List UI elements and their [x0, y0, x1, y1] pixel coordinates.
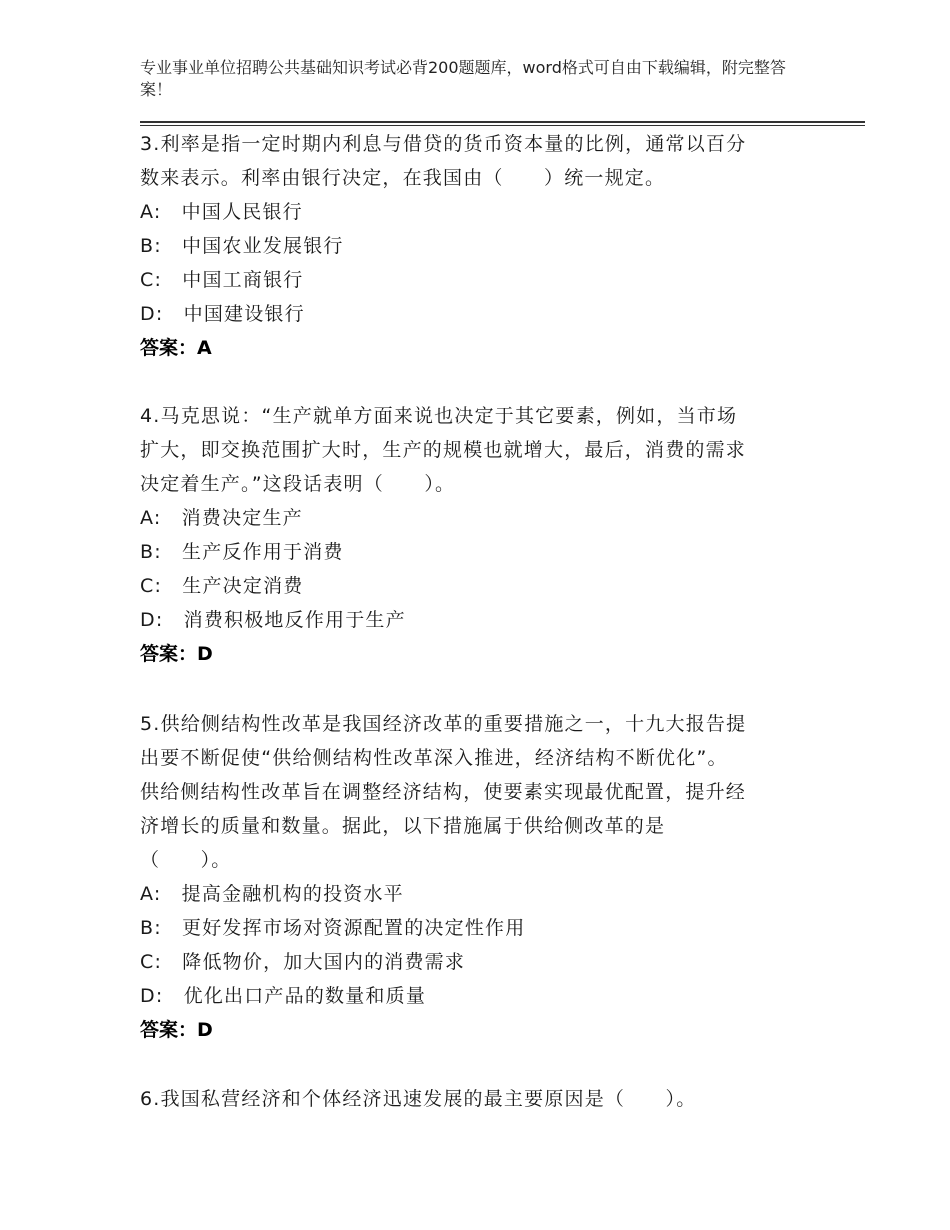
option-d: D: 消费积极地反作用于生产 — [140, 609, 406, 631]
option-b: B: 生产反作用于消费 — [140, 541, 344, 563]
header-divider — [140, 121, 865, 123]
option-d: D: 中国建设银行 — [140, 303, 305, 325]
question-stem: 4.马克思说：“生产就单方面来说也决定于其它要素，例如，当市场 扩大，即交换范围扩大时，生产的规模也就增大，最后，消费的需求 决定着生产。”这段话表明（ ）。 — [140, 405, 747, 495]
option-c: C: 降低物价，加大国内的消费需求 — [140, 951, 466, 973]
answer-line: 答案：D — [140, 1019, 213, 1041]
option-c: C: 生产决定消费 — [140, 575, 304, 597]
option-a: A: 消费决定生产 — [140, 507, 303, 529]
question-3 — [140, 127, 800, 365]
question-4 — [140, 399, 800, 671]
question-6 — [140, 1082, 800, 1116]
page-header: 专业事业单位招聘公共基础知识考试必背200题题库，word格式可自由下载编辑，附完整答案！ — [140, 58, 786, 99]
option-b: B: 更好发挥市场对资源配置的决定性作用 — [140, 917, 526, 939]
option-a: A: 提高金融机构的投资水平 — [140, 883, 404, 905]
answer-line: 答案：A — [140, 337, 212, 359]
question-5 — [140, 707, 800, 1047]
question-stem: 3.利率是指一定时期内利息与借贷的货币资本量的比例，通常以百分 数来表示。利率由银行决定，在我国由（ ）统一规定。 — [140, 133, 747, 189]
answer-line: 答案：D — [140, 643, 213, 665]
question-stem: 6.我国私营经济和个体经济迅速发展的最主要原因是（ ）。 — [140, 1088, 697, 1110]
option-a: A: 中国人民银行 — [140, 201, 303, 223]
option-d: D: 优化出口产品的数量和质量 — [140, 985, 427, 1007]
option-c: C: 中国工商银行 — [140, 269, 304, 291]
option-b: B: 中国农业发展银行 — [140, 235, 344, 257]
question-stem: 5.供给侧结构性改革是我国经济改革的重要措施之一，十九大报告提 出要不断促使“供给侧结构性改革深入推进，经济结构不断优化”。 供给侧结构性改革旨在调整经济结构，使要素实现最优配置，提升经 济增长的质量和数量。据此，以下措施属于供给侧改革的是 （ ）。 — [140, 713, 747, 871]
header-divider-thin — [140, 125, 865, 126]
